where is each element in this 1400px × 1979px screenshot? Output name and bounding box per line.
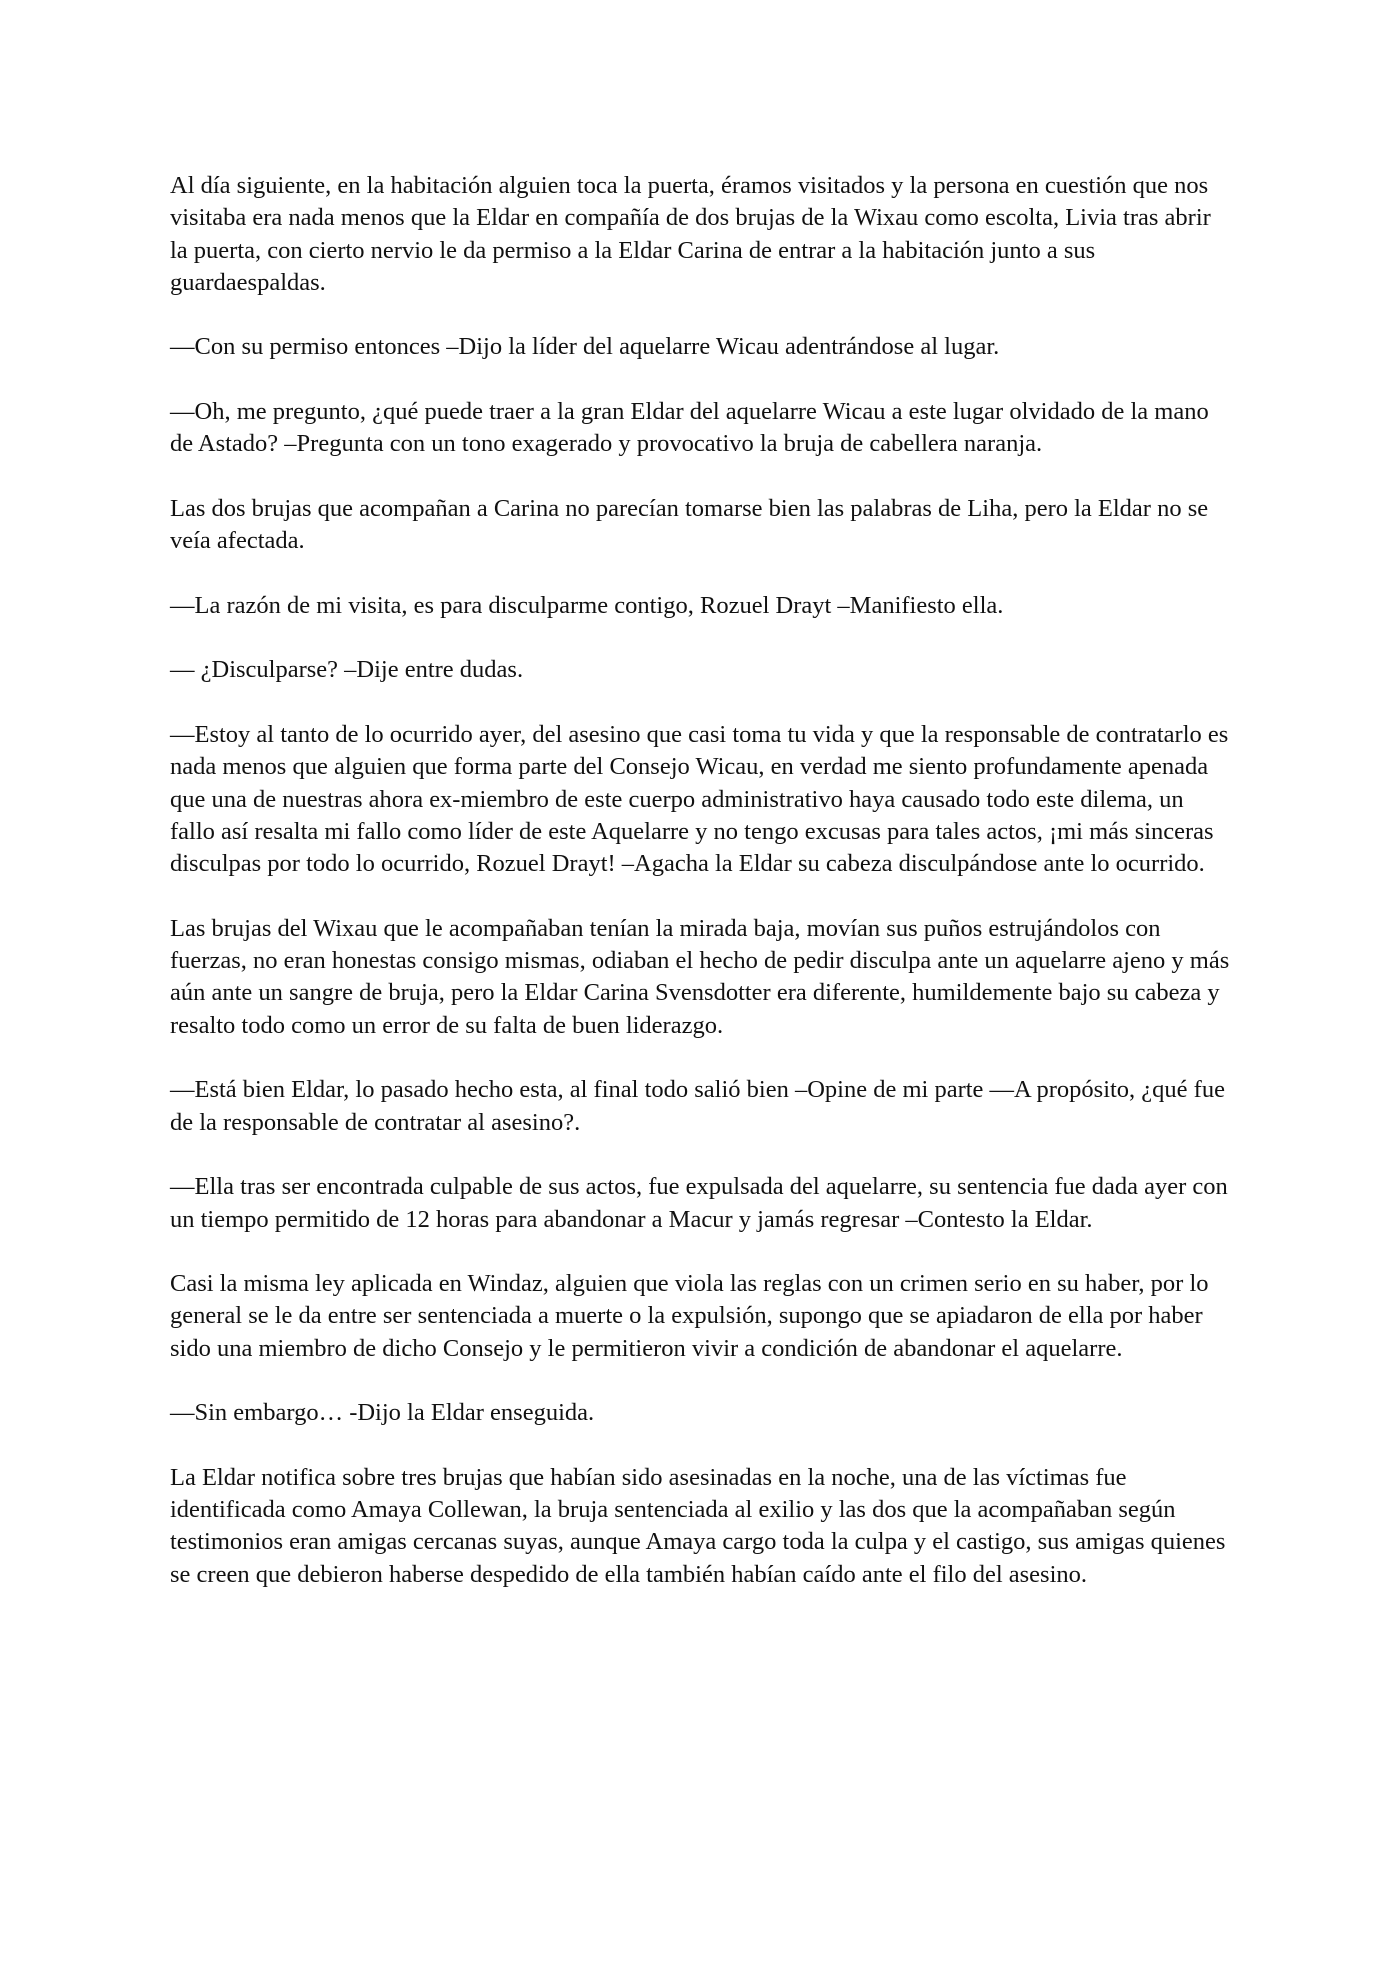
paragraph: —Oh, me pregunto, ¿qué puede traer a la gran Eldar del aquelarre Wicau a este lugar olvidado de la mano de Astado? –Pregunta con un tono exagerado y provocativo la bruja de cabellera naranja. (170, 398, 1209, 458)
paragraph: La Eldar notifica sobre tres brujas que habían sido asesinadas en la noche, una de las víctimas fue identificada como Amaya Collewan, la bruja sentenciada al exilio y las dos que la acompañaban según testimonios eran amigas cercanas suyas, aunque Amaya cargo toda la culpa y el castigo, sus amigas quienes se creen que debieron haberse despedido de ella también habían caído ante el filo del asesino. (170, 1463, 1226, 1588)
paragraph: Casi la misma ley aplicada en Windaz, alguien que viola las reglas con un crimen serio en su haber, por lo general se le da entre ser sentenciada a muerte o la expulsión, supongo que se apiadaron de ella por haber sido una miembro de dicho Consejo y le permitieron vivir a condición de abandonar el aquelarre. (170, 1270, 1209, 1362)
paragraph: —Ella tras ser encontrada culpable de sus actos, fue expulsada del aquelarre, su sentencia fue dada ayer con un tiempo permitido de 12 horas para abandonar a Macur y jamás regresar –Contesto la Eldar. (170, 1173, 1228, 1233)
paragraph: —Estoy al tanto de lo ocurrido ayer, del asesino que casi toma tu vida y que la responsable de contratarlo es nada menos que alguien que forma parte del Consejo Wicau, en verdad me siento profundamente apenada que una de nuestras ahora ex-miembro de este cuerpo administrativo haya causado todo este dilema, un fallo así resalta mi fallo como líder de este Aquelarre y no tengo excusas para tales actos, ¡mi más sinceras disculpas por todo lo ocurrido, Rozuel Drayt! –Agacha la Eldar su cabeza disculpándose ante lo ocurrido. (170, 721, 1229, 878)
paragraph: Al día siguiente, en la habitación alguien toca la puerta, éramos visitados y la persona en cuestión que nos visitaba era nada menos que la Eldar en compañía de dos brujas de la Wixau como escolta, Livia tras abrir la puerta, con cierto nervio le da permiso a la Eldar Carina de entrar a la habitación junto a sus guardaespaldas. (170, 172, 1211, 296)
paragraph: Las brujas del Wixau que le acompañaban tenían la mirada baja, movían sus puños estrujándolos con fuerzas, no eran honestas consigo mismas, odiaban el hecho de pedir disculpa ante un aquelarre ajeno y más aún ante un sangre de bruja, pero la Eldar Carina Svensdotter era diferente, humildemente bajo su cabeza y resalto todo como un error de su falta de buen liderazgo. (170, 914, 1230, 1039)
paragraph: —Está bien Eldar, lo pasado hecho esta, al final todo salió bien –Opine de mi parte —A propósito, ¿qué fue de la responsable de contratar al asesino?. (170, 1076, 1225, 1136)
paragraph: — ¿Disculparse? –Dije entre dudas. (170, 656, 524, 684)
paragraph: —La razón de mi visita, es para disculparme contigo, Rozuel Drayt –Manifiesto ella. (170, 591, 1004, 619)
paragraph: Las dos brujas que acompañan a Carina no parecían tomarse bien las palabras de Liha, pero la Eldar no se veía afectada. (170, 494, 1209, 555)
document-page (170, 170, 1230, 1623)
paragraph: —Con su permiso entonces –Dijo la líder del aquelarre Wicau adentrándose al lugar. (170, 333, 1000, 361)
paragraph: —Sin embargo… -Dijo la Eldar enseguida. (170, 1399, 595, 1427)
